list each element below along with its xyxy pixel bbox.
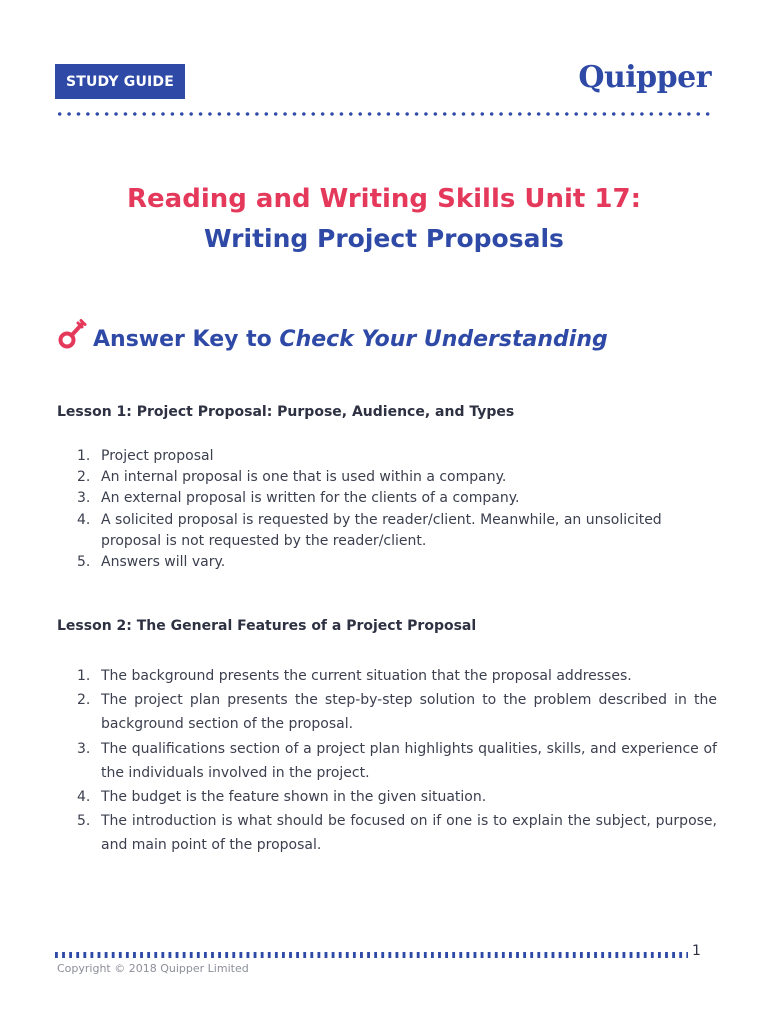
item-text: The project plan presents the step-by-step solution to the problem described in the background section of the proposal. [101,692,717,733]
page-title-line1: Reading and Writing Skills Unit 17: [127,184,641,214]
item-text: The background presents the current situation that the proposal addresses. [101,668,632,684]
section-heading [93,327,608,352]
item-text: The qualifications section of a project plan highlights qualities, skills, and experience of the individuals involved in the project. [101,740,717,781]
item-text: Project proposal [101,448,214,464]
list-item [57,446,717,467]
list-item [57,785,717,809]
lesson-1-title: Lesson 1: Project Proposal: Purpose, Audience, and Types [57,404,515,420]
list-item [57,809,717,857]
item-text: The introduction is what should be focused on if one is to explain the subject, purpose, and main point of the proposal. [101,813,717,854]
section-heading-emphasis: Check Your Understanding [279,327,608,352]
item-number: 4. [77,789,91,806]
lesson-2-title: Lesson 2: The General Features of a Project Proposal [57,618,477,634]
item-number: 3. [77,490,91,507]
list-item [57,664,717,688]
item-number: 1. [77,448,91,464]
item-text: An internal proposal is one that is used within a company. [101,469,507,486]
item-number: 4. [77,511,91,528]
page-title-line2: Writing Project Proposals [204,224,564,253]
item-text: A solicited proposal is requested by the reader/client. Meanwhile, an unsolicited proposal is not requested by the reader/client. [101,511,662,549]
study-guide-badge: STUDY GUIDE [55,64,185,99]
item-number: 2. [77,469,91,486]
item-number: 1. [77,668,91,684]
lesson-1-answers [57,446,717,573]
page-number: 1 [692,943,701,959]
item-number: 5. [77,813,91,830]
list-item [57,737,717,785]
list-item [57,552,717,573]
list-item [57,688,717,736]
item-text: An external proposal is written for the clients of a company. [101,490,520,507]
list-item [57,467,717,488]
item-number: 2. [77,692,91,709]
item-number: 3. [77,740,91,757]
copyright-notice: Copyright © 2018 Quipper Limited [57,962,249,975]
item-text: Answers will vary. [101,554,226,571]
section-heading-prefix: Answer Key to [93,327,272,352]
key-icon [55,318,89,352]
item-number: 5. [77,554,91,571]
list-item [57,488,717,509]
quipper-logo: Quipper [578,60,711,95]
list-item [57,510,717,552]
footer-divider [55,952,688,958]
lesson-2-answers [57,664,717,858]
item-text: The budget is the feature shown in the given situation. [101,789,487,806]
header-divider [55,112,713,116]
